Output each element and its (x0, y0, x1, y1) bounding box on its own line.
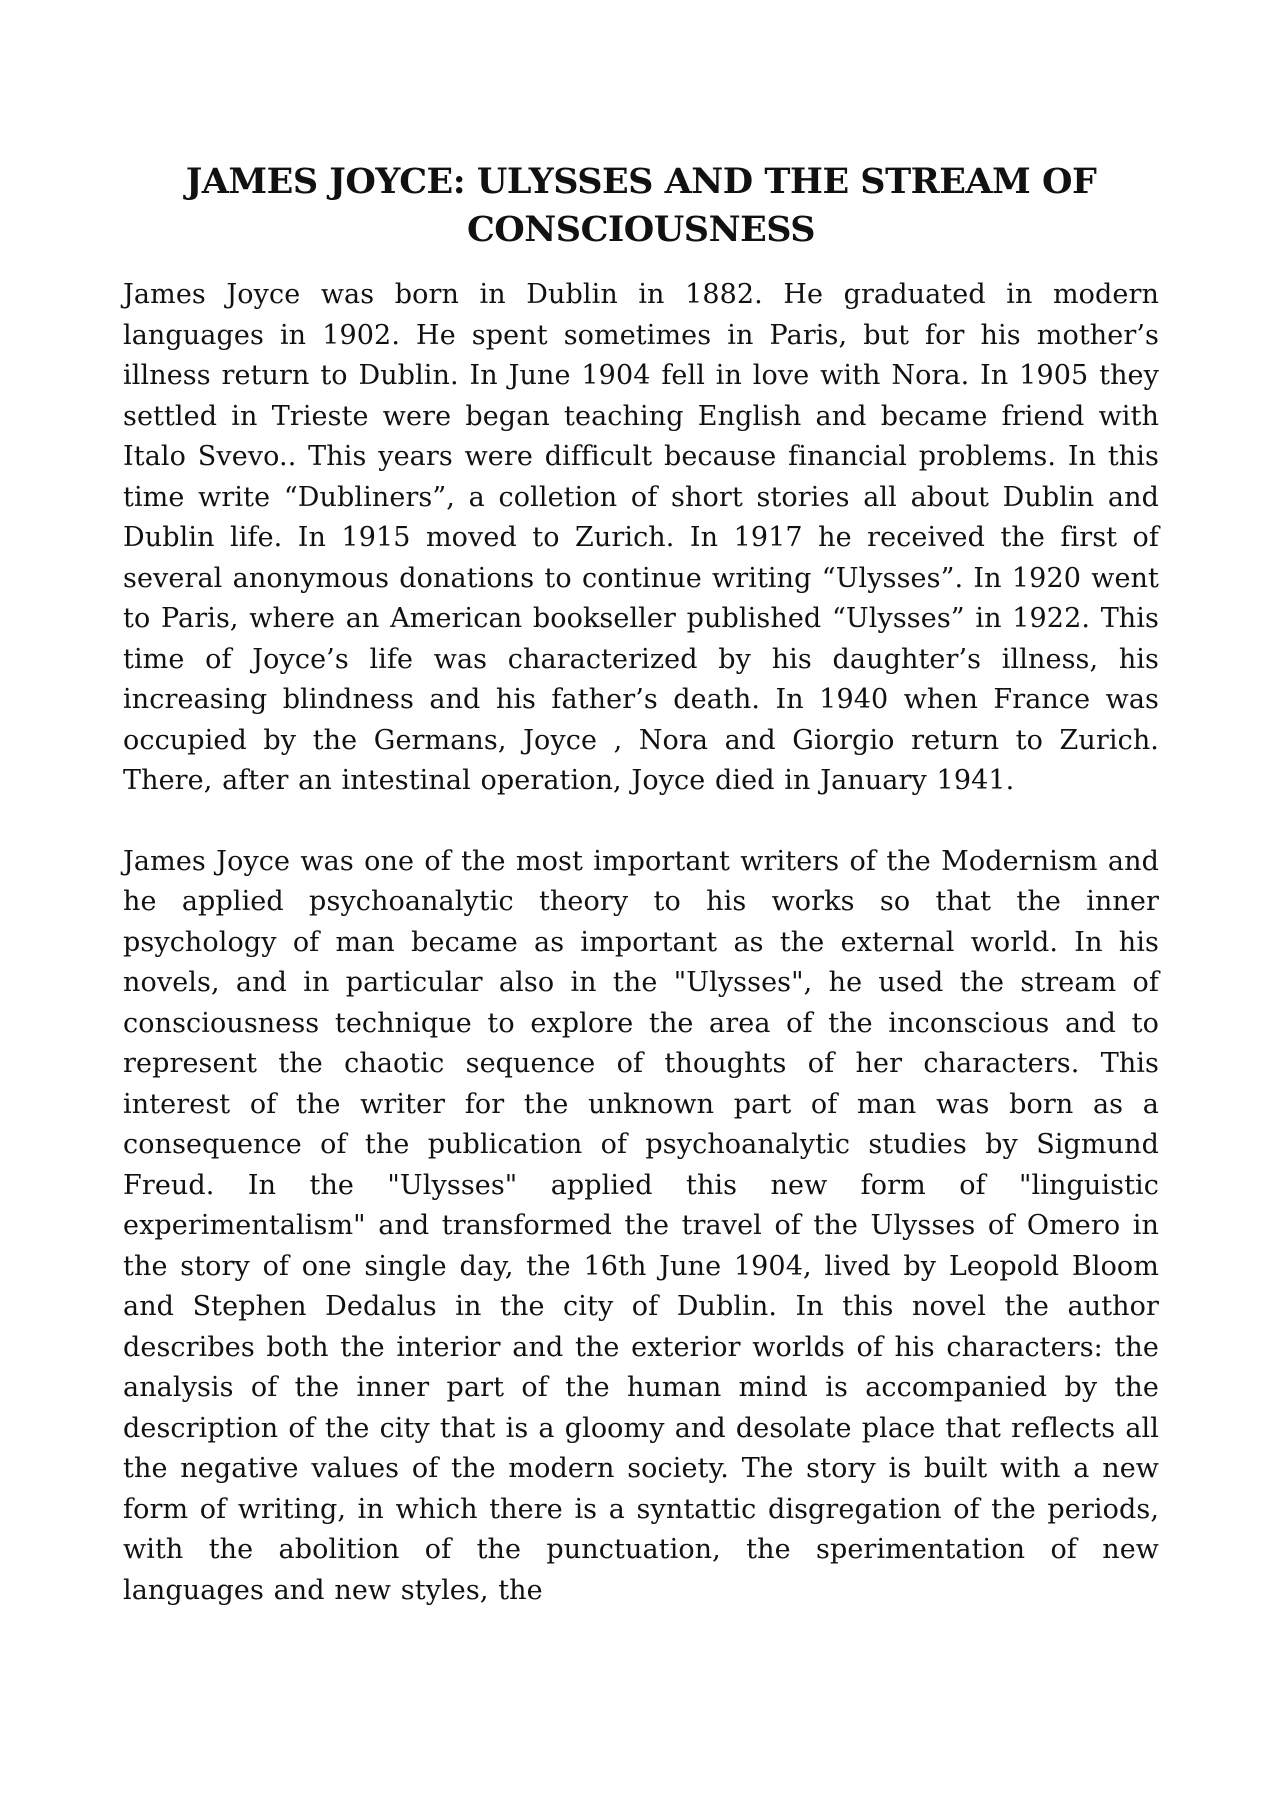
document-page (123, 158, 1159, 1611)
paragraph-biography: James Joyce was born in Dublin in 1882. He graduated in modern languages in 1902. He spent sometimes in Paris, but for his mother’s illness return to Dublin. In June 1904 fell in love with Nora. In 1905 they settled in Trieste were began teaching English and became friend with Italo Svevo.. This years were difficult because financial problems. In this time write “Dubliners”, a colletion of short stories all about Dublin and Dublin life. In 1915 moved to Zurich. In 1917 he received the first of several anonymous donations to continue writing “Ulysses”. In 1920 went to Paris, where an American bookseller published “Ulysses” in 1922. This time of Joyce’s life was characterized by his daughter’s illness, his increasing blindness and his father’s death. In 1940 when France was occupied by the Germans, Joyce , Nora and Giorgio return to Zurich. There, after an intestinal operation, Joyce died in January 1941. (123, 279, 1159, 796)
document-title: JAMES JOYCE: ULYSSES AND THE STREAM OF CONSCIOUSNESS (185, 161, 1097, 250)
paragraph-modernism: James Joyce was one of the most important writers of the Modernism and he applied psychoanalytic theory to his works so that the inner psychology of man became as important as the external world. In his novels, and in particular also in the "Ulysses", he used the stream of consciousness technique to explore the area of the inconscious and to represent the chaotic sequence of thoughts of her characters. This interest of the writer for the unknown part of man was born as a consequence of the publication of psychoanalytic studies by Sigmund Freud. In the "Ulysses" applied this new form of "linguistic experimentalism" and transformed the travel of the Ulysses of Omero in the story of one single day, the 16th June 1904, lived by Leopold Bloom and Stephen Dedalus in the city of Dublin. In this novel the author describes both the interior and the exterior worlds of his characters: the analysis of the inner part of the human mind is accompanied by the description of the city that is a gloomy and desolate place that reflects all the negative values of the modern society. The story is built with a new form of writing, in which there is a syntattic disgregation of the periods, with the abolition of the punctuation, the sperimentation of new languages and new styles, the (123, 845, 1159, 1606)
